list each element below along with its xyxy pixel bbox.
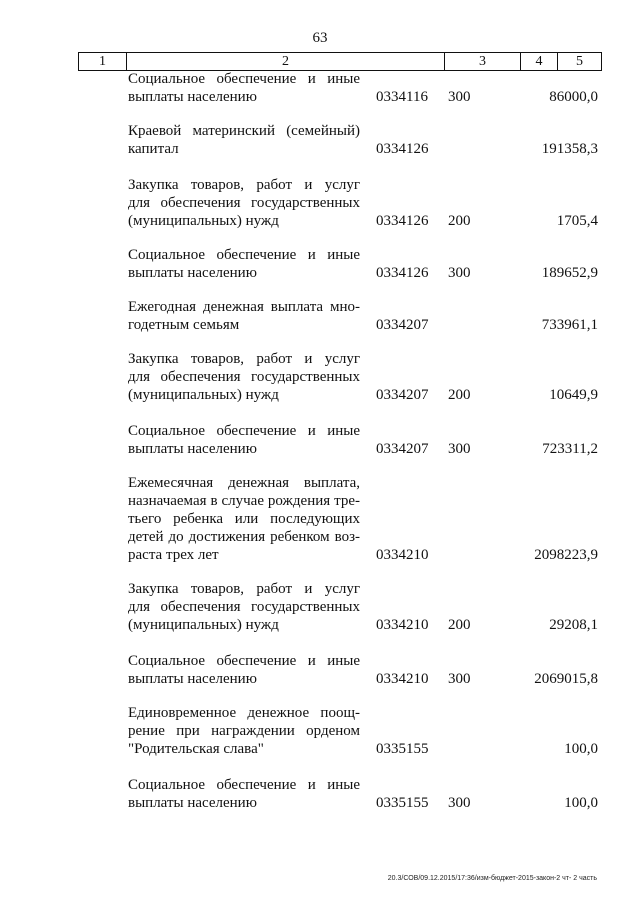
row-name-line: годетным семьям	[128, 317, 240, 333]
row-name-line: капитал	[128, 141, 179, 157]
row-name	[128, 350, 360, 404]
row-name-line: Социальное обеспечение и иные	[128, 777, 360, 793]
row-name-line: Единовременное денежное поощ-	[128, 705, 360, 721]
row-code: 0334116	[376, 89, 428, 105]
row-code: 0334126	[376, 141, 429, 157]
row-name-line: Закупка товаров, работ и услуг	[128, 581, 360, 597]
header-col-1: 1	[79, 53, 127, 70]
row-name-line: для обеспечения государственных	[128, 195, 360, 211]
row-name-line: выплаты населению	[128, 265, 257, 281]
row-amount: 10649,9	[549, 387, 598, 403]
row-type: 200	[448, 617, 471, 633]
row-code: 0334207	[376, 441, 429, 457]
row-amount: 723311,2	[542, 441, 598, 457]
row-name-line: (муниципальных) нужд	[128, 617, 279, 633]
row-name	[128, 580, 360, 634]
row-name-line: Закупка товаров, работ и услуг	[128, 177, 360, 193]
row-type: 300	[448, 795, 471, 811]
row-amount: 86000,0	[549, 89, 598, 105]
row-name	[128, 70, 360, 106]
row-name-line: Социальное обеспечение и иные	[128, 247, 360, 263]
row-name-line: для обеспечения государственных	[128, 599, 360, 615]
row-code: 0334207	[376, 387, 429, 403]
row-name	[128, 704, 360, 758]
row-name	[128, 422, 360, 458]
row-code: 0334126	[376, 213, 429, 229]
row-name-line: (муниципальных) нужд	[128, 387, 279, 403]
row-name-line: Социальное обеспечение и иные	[128, 71, 360, 87]
row-name	[128, 474, 360, 564]
footer-file-stamp: 20.3/СОВ/09.12.2015/17:36/изм-бюджет-2015-закон-2 чт- 2 часть	[387, 875, 597, 882]
row-name	[128, 246, 360, 282]
page-number: 63	[312, 30, 328, 46]
row-amount: 100,0	[564, 795, 598, 811]
row-amount: 100,0	[564, 741, 598, 757]
row-name-line: Социальное обеспечение и иные	[128, 653, 360, 669]
row-code: 0335155	[376, 795, 429, 811]
row-name-line: детей до достижения ребенком воз-	[128, 529, 360, 545]
row-name	[128, 122, 360, 158]
row-code: 0335155	[376, 741, 429, 757]
row-amount: 29208,1	[549, 617, 598, 633]
row-amount: 2069015,8	[534, 671, 598, 687]
row-name-line: выплаты населению	[128, 441, 257, 457]
header-col-2: 2	[127, 53, 445, 70]
row-name-line: Социальное обеспечение и иные	[128, 423, 360, 439]
row-name-line: Краевой материнский (семейный)	[128, 123, 360, 139]
row-name-line: для обеспечения государственных	[128, 369, 360, 385]
row-name	[128, 176, 360, 230]
row-name-line: "Родительская слава"	[128, 741, 264, 757]
row-name-line: назначаемая в случае рождения тре-	[128, 493, 360, 509]
row-name-line: Закупка товаров, работ и услуг	[128, 351, 360, 367]
row-name-line: рение при награждении орденом	[128, 723, 360, 739]
row-code: 0334126	[376, 265, 429, 281]
row-type: 300	[448, 89, 471, 105]
row-type: 300	[448, 265, 471, 281]
row-name-line: выплаты населению	[128, 89, 257, 105]
row-name-line: раста трех лет	[128, 547, 219, 563]
row-name	[128, 652, 360, 688]
header-col-4: 4	[521, 53, 558, 70]
row-amount: 189652,9	[541, 265, 598, 281]
table-header	[78, 52, 602, 71]
row-code: 0334210	[376, 547, 429, 563]
row-type: 300	[448, 671, 471, 687]
row-name-line: выплаты населению	[128, 671, 257, 687]
row-type: 200	[448, 213, 471, 229]
row-name	[128, 298, 360, 334]
row-name-line: тьего ребенка или последующих	[128, 511, 360, 527]
row-type: 300	[448, 441, 471, 457]
row-name	[128, 776, 360, 812]
row-code: 0334210	[376, 617, 429, 633]
row-amount: 2098223,9	[534, 547, 598, 563]
row-code: 0334210	[376, 671, 429, 687]
row-name-line: Ежегодная денежная выплата мно-	[128, 299, 360, 315]
header-col-5: 5	[576, 54, 583, 69]
row-amount: 733961,1	[541, 317, 598, 333]
header-col-3: 3	[445, 53, 521, 70]
row-type: 200	[448, 387, 471, 403]
row-name-line: Ежемесячная денежная выплата,	[128, 475, 360, 491]
row-name-line: (муниципальных) нужд	[128, 213, 279, 229]
row-code: 0334207	[376, 317, 429, 333]
row-amount: 191358,3	[541, 141, 598, 157]
row-amount: 1705,4	[556, 213, 598, 229]
row-name-line: выплаты населению	[128, 795, 257, 811]
